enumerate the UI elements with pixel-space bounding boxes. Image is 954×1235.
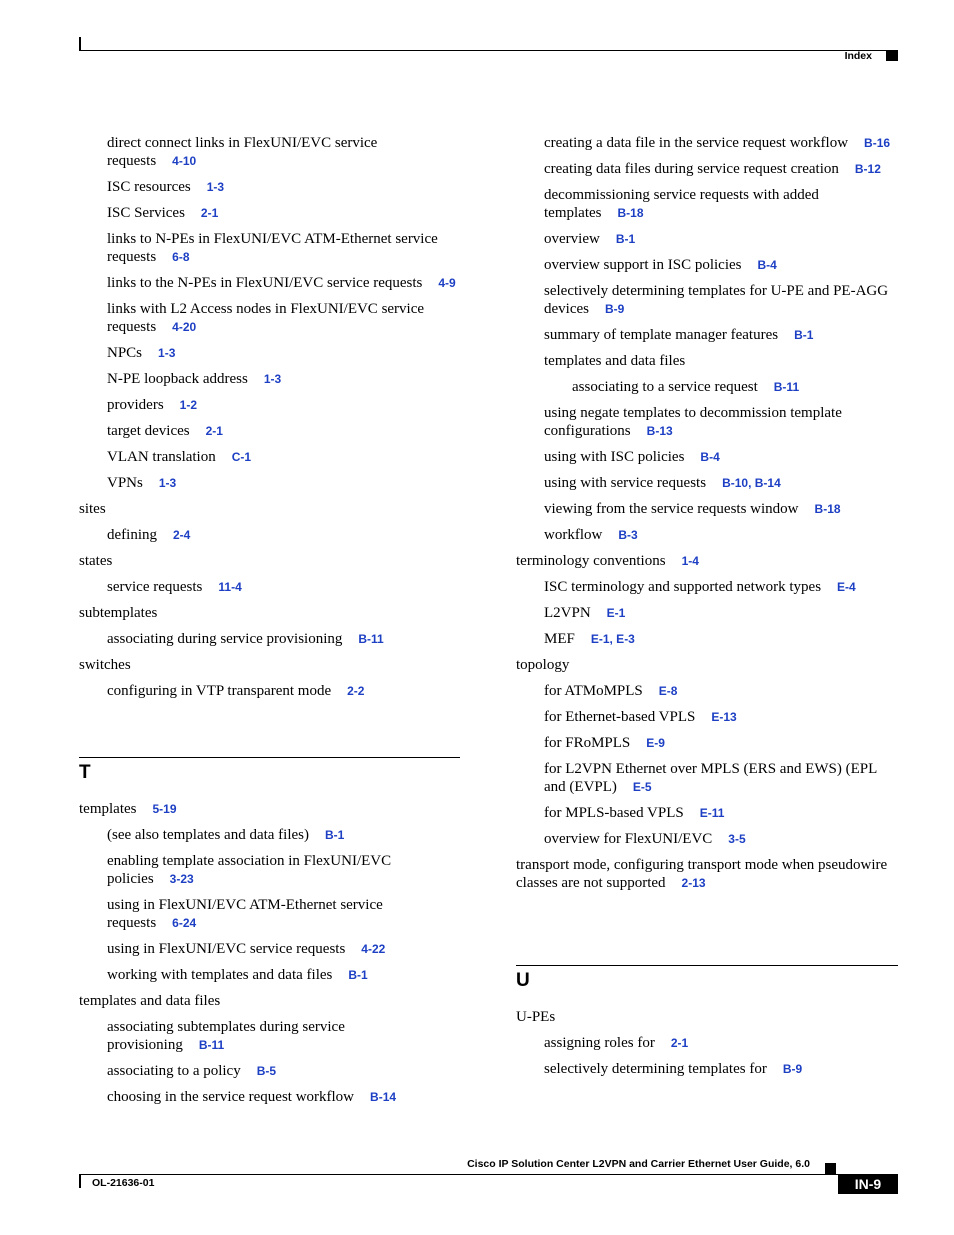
index-entry-text: templates	[79, 801, 137, 817]
page-reference-link[interactable]: B-11	[773, 380, 800, 394]
index-entry-text: using in FlexUNI/EVC ATM-Ethernet service requests	[107, 897, 383, 931]
page-reference-link[interactable]: B-11	[198, 1038, 225, 1052]
index-entry	[79, 852, 463, 888]
section-heading-u	[516, 965, 898, 992]
index-entry	[79, 578, 463, 596]
index-entry	[79, 1088, 463, 1106]
index-entry	[79, 940, 463, 958]
index-entry-text: links with L2 Access nodes in FlexUNI/EVC service requests	[107, 301, 425, 335]
index-entry-text: using with ISC policies	[544, 449, 685, 465]
footer-rule	[79, 1174, 898, 1175]
index-entry-text: overview	[544, 231, 600, 247]
index-entry	[79, 448, 463, 466]
page-reference-link[interactable]: B-1	[794, 328, 814, 342]
page-reference-link[interactable]: 1-3	[206, 180, 225, 194]
index-entry	[516, 682, 900, 700]
index-entry-text: for ATMoMPLS	[544, 683, 643, 699]
page-reference-link[interactable]: 1-4	[681, 554, 699, 568]
index-entry-text: providers	[107, 397, 164, 413]
index-entry-text: defining	[107, 527, 157, 543]
index-entry-text: ISC Services	[107, 205, 185, 221]
section-rule	[79, 757, 460, 758]
page-reference-link[interactable]: E-1, E-3	[590, 632, 635, 646]
header-section-label: Index	[844, 50, 872, 62]
section-rule	[516, 965, 898, 966]
index-entry-text: ISC resources	[107, 179, 191, 195]
index-entry	[79, 178, 463, 196]
index-entry	[516, 230, 900, 248]
index-entry-text: overview support in ISC policies	[544, 257, 742, 273]
index-entry-text: N-PE loopback address	[107, 371, 248, 387]
section-letter: U	[516, 970, 530, 991]
index-entry-text: templates and data files	[544, 353, 686, 369]
index-entry-text: links to the N-PEs in FlexUNI/EVC service requests	[107, 275, 423, 291]
index-entry-text: workflow	[544, 527, 603, 543]
page-reference-link[interactable]: E-11	[699, 806, 725, 820]
index-entry-text: associating to a policy	[107, 1063, 241, 1079]
index-entry-text: direct connect links in FlexUNI/EVC service requests	[107, 135, 378, 169]
index-entry-text: associating during service provisioning	[107, 631, 343, 647]
index-entry	[79, 300, 463, 336]
page-reference-link[interactable]: 2-4	[173, 528, 191, 542]
index-entry-text: choosing in the service request workflow	[107, 1089, 355, 1105]
header-tick-mark	[79, 37, 81, 51]
header-square-marker	[886, 51, 898, 61]
index-entry-text: for FRoMPLS	[544, 735, 631, 751]
index-entry-text: enabling template association in FlexUNI/EVC policies	[107, 853, 392, 887]
index-entry-text: for L2VPN Ethernet over MPLS (ERS and EWS) (EPL and (EVPL)	[544, 761, 877, 795]
index-entry-text: decommissioning service requests with added templates	[544, 187, 819, 221]
index-entry-text: creating data files during service request creation	[544, 161, 839, 177]
index-entry-text: summary of template manager features	[544, 327, 779, 343]
index-entry	[516, 500, 900, 518]
index-entry	[516, 134, 900, 152]
footer-page-number: IN-9	[838, 1174, 898, 1194]
page-reference-link[interactable]: 6-8	[172, 250, 190, 264]
index-entry	[79, 370, 463, 388]
page-reference-link[interactable]: B-4	[757, 258, 777, 272]
index-entry	[79, 966, 463, 984]
index-entry	[516, 186, 900, 222]
section-letter: T	[79, 762, 91, 783]
page-reference-link[interactable]: E-5	[632, 780, 652, 794]
page-reference-link[interactable]: 2-1	[205, 424, 223, 438]
index-entry	[79, 204, 463, 222]
footer-square-marker	[825, 1163, 836, 1174]
index-entry-text: associating subtemplates during service provisioning	[107, 1019, 345, 1053]
index-entry	[79, 1018, 463, 1054]
index-column-left-t	[79, 800, 463, 1114]
page-reference-link[interactable]: B-10, B-14	[722, 476, 781, 490]
index-entry	[79, 396, 463, 414]
index-entry-text: service requests	[107, 579, 203, 595]
page-reference-link[interactable]: B-14	[370, 1090, 397, 1104]
index-entry	[516, 830, 900, 848]
section-heading-t	[79, 757, 460, 784]
index-entry	[516, 378, 900, 396]
index-entry	[516, 352, 900, 370]
index-entry	[516, 656, 900, 674]
page-reference-link[interactable]: 4-10	[172, 154, 197, 168]
index-entry-text: MEF	[544, 631, 575, 647]
page-reference-link[interactable]: E-13	[711, 710, 737, 724]
index-entry-text: transport mode, configuring transport mode when pseudowire classes are not supported	[516, 857, 888, 891]
index-entry-text: overview for FlexUNI/EVC	[544, 831, 713, 847]
index-entry-text: (see also templates and data files)	[107, 827, 310, 843]
index-entry-text: selectively determining templates for U-PE and PE-AGG devices	[544, 283, 889, 317]
page-reference-link[interactable]: 1-3	[158, 476, 177, 490]
index-entry	[79, 896, 463, 932]
page-reference-link[interactable]: 1-3	[263, 372, 282, 386]
index-entry	[516, 282, 900, 318]
index-entry-text: viewing from the service requests window	[544, 501, 799, 517]
index-entry	[516, 604, 900, 622]
footer-guide-title: Cisco IP Solution Center L2VPN and Carrier Ethernet User Guide, 6.0	[467, 1158, 810, 1170]
index-entry-text: subtemplates	[79, 605, 158, 621]
index-entry	[516, 630, 900, 648]
header-rule	[79, 50, 898, 51]
index-entry-text: U-PEs	[516, 1009, 556, 1025]
page-reference-link[interactable]: B-18	[617, 206, 644, 220]
index-entry	[79, 992, 463, 1010]
page-reference-link[interactable]: 5-19	[152, 802, 177, 816]
page-reference-link[interactable]: E-8	[658, 684, 678, 698]
page-reference-link[interactable]: B-12	[854, 162, 881, 176]
page-reference-link[interactable]: B-11	[358, 632, 384, 646]
index-entry-text: selectively determining templates for	[544, 1061, 767, 1077]
index-entry-text: using negate templates to decommission template configurations	[544, 405, 842, 439]
index-entry-text: terminology conventions	[516, 553, 666, 569]
page-reference-link[interactable]: 1-3	[158, 346, 176, 360]
page-reference-link[interactable]: E-1	[606, 606, 626, 620]
index-entry	[79, 1062, 463, 1080]
index-entry-text: target devices	[107, 423, 190, 439]
index-entry-text: for MPLS-based VPLS	[544, 805, 684, 821]
index-entry	[79, 682, 463, 700]
index-entry-text: working with templates and data files	[107, 967, 333, 983]
page-reference-link[interactable]: 2-2	[347, 684, 365, 698]
page-reference-link[interactable]: B-1	[615, 232, 636, 246]
index-entry	[79, 422, 463, 440]
index-entry	[516, 1060, 900, 1078]
index-entry-text: L2VPN	[544, 605, 591, 621]
page-reference-link[interactable]: B-3	[618, 528, 638, 542]
page-reference-link[interactable]: 4-20	[172, 320, 197, 334]
index-entry	[516, 448, 900, 466]
index-entry	[516, 160, 900, 178]
index-entry	[516, 1034, 900, 1052]
index-entry-text: links to N-PEs in FlexUNI/EVC ATM-Ethernet service requests	[107, 231, 438, 265]
index-column-right	[516, 134, 900, 900]
page-reference-link[interactable]: 2-1	[200, 206, 219, 220]
index-entry-text: sites	[79, 501, 106, 517]
index-entry-text: associating to a service request	[572, 379, 758, 395]
page-reference-link[interactable]: B-9	[782, 1062, 803, 1076]
index-entry	[516, 856, 900, 892]
page-reference-link[interactable]: 4-22	[361, 942, 386, 956]
page-reference-link[interactable]: B-4	[700, 450, 720, 464]
page-reference-link[interactable]: C-1	[231, 450, 252, 464]
footer-doc-number: OL-21636-01	[92, 1177, 155, 1189]
index-entry	[516, 734, 900, 752]
page-reference-link[interactable]: E-9	[646, 736, 665, 750]
index-entry	[516, 708, 900, 726]
index-column-left	[79, 134, 463, 708]
index-column-right-u	[516, 1008, 900, 1086]
footer-tick-mark	[79, 1174, 81, 1188]
index-entry-text: using in FlexUNI/EVC service requests	[107, 941, 346, 957]
index-entry	[79, 274, 463, 292]
index-entry	[516, 578, 900, 596]
index-entry	[79, 474, 463, 492]
page-reference-link[interactable]: 3-5	[728, 832, 746, 846]
index-entry-text: creating a data file in the service request workflow	[544, 135, 849, 151]
index-entry	[516, 804, 900, 822]
index-entry-text: NPCs	[107, 345, 143, 361]
page-reference-link[interactable]: B-1	[348, 968, 368, 982]
index-entry	[516, 474, 900, 492]
index-entry-text: templates and data files	[79, 993, 221, 1009]
index-entry-text: assigning roles for	[544, 1035, 655, 1051]
page-reference-link[interactable]: 2-1	[670, 1036, 689, 1050]
index-entry-text: for Ethernet-based VPLS	[544, 709, 696, 725]
page-reference-link[interactable]: B-18	[814, 502, 841, 516]
index-entry-text: configuring in VTP transparent mode	[107, 683, 332, 699]
index-entry	[516, 326, 900, 344]
index-entry-text: topology	[516, 657, 570, 673]
index-entry-text: VLAN translation	[107, 449, 216, 465]
index-entry-text: VPNs	[107, 475, 143, 491]
page-reference-link[interactable]: B-16	[864, 136, 891, 150]
index-entry-text: ISC terminology and supported network types	[544, 579, 822, 595]
page-reference-link[interactable]: B-13	[646, 424, 673, 438]
page-reference-link[interactable]: 3-23	[169, 872, 194, 886]
index-entry-text: switches	[79, 657, 131, 673]
index-entry	[79, 656, 463, 674]
page-reference-link[interactable]: 2-13	[681, 876, 706, 890]
index-entry	[79, 630, 463, 648]
page-reference-link[interactable]: B-5	[256, 1064, 277, 1078]
index-entry	[79, 800, 463, 818]
index-entry	[516, 1008, 900, 1026]
index-entry-text: states	[79, 553, 113, 569]
index-entry	[79, 134, 463, 170]
index-entry-text: using with service requests	[544, 475, 707, 491]
index-entry	[79, 230, 463, 266]
page-reference-link[interactable]: 11-4	[218, 580, 242, 594]
index-entry	[79, 526, 463, 544]
page-reference-link[interactable]: 4-9	[438, 276, 456, 290]
index-entry	[79, 604, 463, 622]
index-entry	[516, 256, 900, 274]
index-entry	[516, 404, 900, 440]
page-reference-link[interactable]: 1-2	[179, 398, 197, 412]
page-reference-link[interactable]: B-1	[325, 828, 345, 842]
index-entry	[516, 552, 900, 570]
page-reference-link[interactable]: E-4	[837, 580, 856, 594]
page-reference-link[interactable]: 6-24	[172, 916, 197, 930]
page-reference-link[interactable]: B-9	[604, 302, 625, 316]
index-entry	[516, 760, 900, 796]
index-entry	[79, 500, 463, 518]
index-entry	[79, 344, 463, 362]
index-entry	[516, 526, 900, 544]
index-entry	[79, 552, 463, 570]
index-entry	[79, 826, 463, 844]
